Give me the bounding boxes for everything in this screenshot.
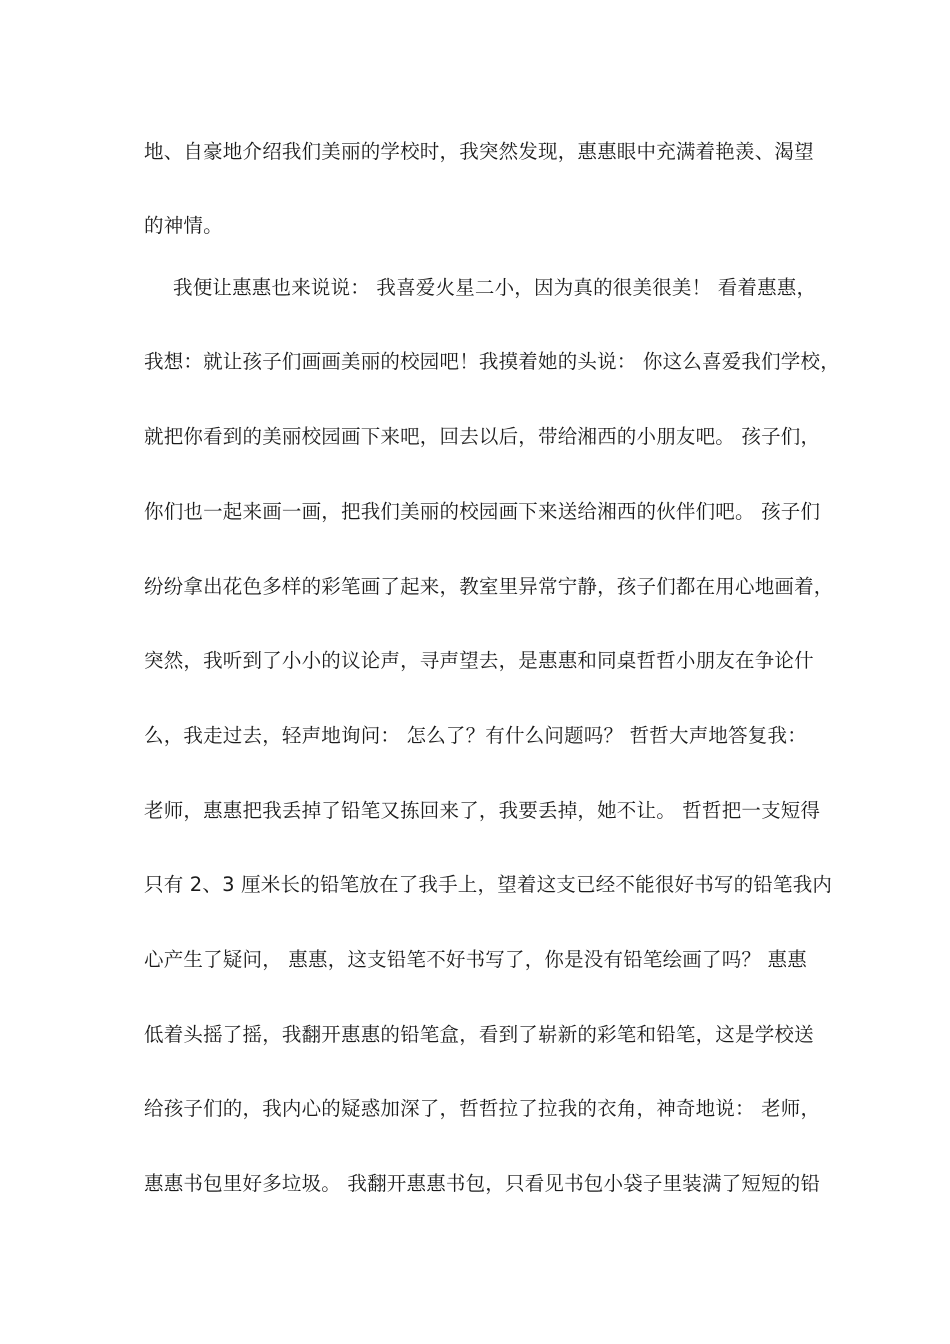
- text-line-15: 惠惠书包里好多垃圾。 我翻开惠惠书包，只看见书包小袋子里装满了短短的铅: [144, 1172, 821, 1195]
- text-line-8: 突然，我听到了小小的议论声，寻声望去，是惠惠和同桌哲哲小朋友在争论什: [144, 649, 814, 672]
- text-line-2: 的神情。: [144, 214, 223, 237]
- text-line-6: 你们也一起来画一画，把我们美丽的校园画下来送给湘西的伙伴们吧。 孩子们: [144, 500, 821, 523]
- text-line-7: 纷纷拿出花色多样的彩笔画了起来，教室里异常宁静，孩子们都在用心地画着，: [144, 575, 834, 598]
- text-line-10: 老师，惠惠把我丢掉了铅笔又拣回来了，我要丢掉，她不让。 哲哲把一支短得: [144, 799, 821, 822]
- text-line-5: 就把你看到的美丽校园画下来吧，回去以后，带给湘西的小朋友吧。 孩子们，: [144, 425, 821, 448]
- text-line-9: 么，我走过去，轻声地询问： 怎么了？有什么问题吗？ 哲哲大声地答复我：: [144, 724, 807, 747]
- text-line-3: 我便让惠惠也来说说： 我喜爱火星二小，因为真的很美很美！ 看着惠惠，: [173, 276, 817, 299]
- text-line-14: 给孩子们的，我内心的疑惑加深了，哲哲拉了拉我的衣角，神奇地说： 老师，: [144, 1097, 821, 1120]
- text-line-13: 低着头摇了摇，我翻开惠惠的铅笔盒，看到了崭新的彩笔和铅笔，这是学校送: [144, 1023, 814, 1046]
- text-line-4: 我想：就让孩子们画画美丽的校园吧！我摸着她的头说： 你这么喜爱我们学校，: [144, 350, 840, 373]
- text-line-1: 地、自豪地介绍我们美丽的学校时，我突然发现，惠惠眼中充满着艳羡、渴望: [144, 140, 814, 163]
- text-line-12: 心产生了疑问， 惠惠，这支铅笔不好书写了，你是没有铅笔绘画了吗？ 惠惠: [144, 948, 807, 971]
- text-line-11: 只有 2、3 厘米长的铅笔放在了我手上，望着这支已经不能很好书写的铅笔我内: [144, 873, 833, 896]
